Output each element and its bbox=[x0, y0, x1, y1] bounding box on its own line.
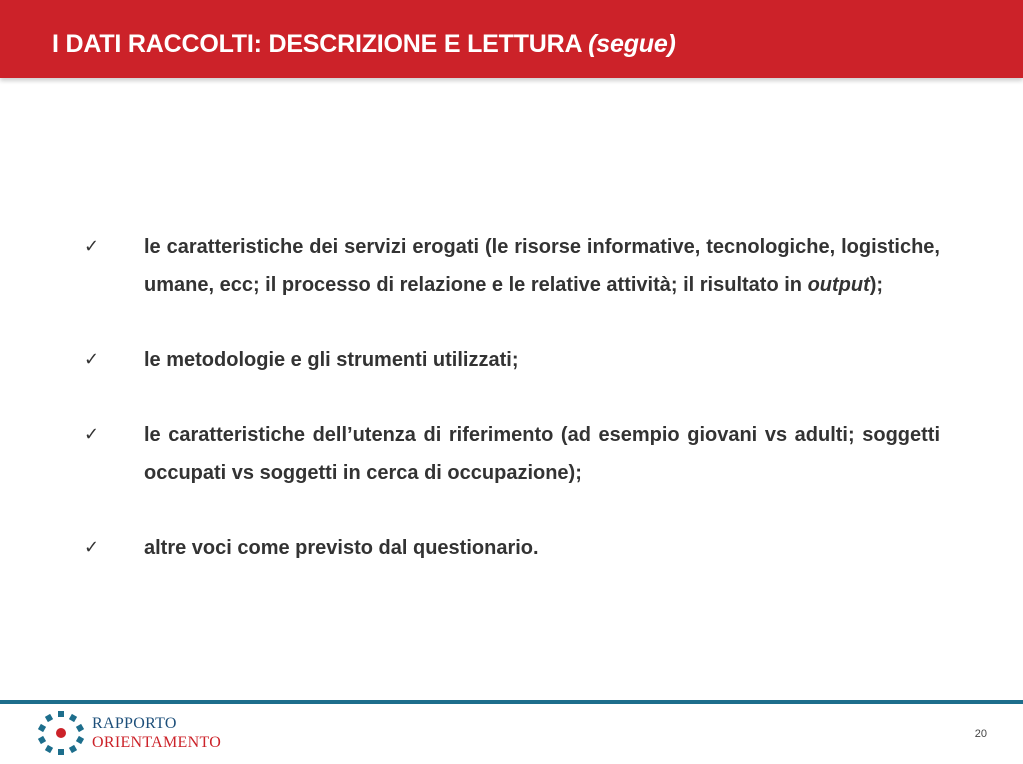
bullet-item bbox=[84, 341, 940, 379]
page-number: 20 bbox=[974, 728, 987, 740]
bullet-text-emphasis: output bbox=[807, 274, 870, 296]
slide-title-main: I DATI RACCOLTI: DESCRIZIONE E LETTURA bbox=[52, 30, 582, 58]
bullet-text-part: le caratteristiche dei servizi erogati (le risorse informative, tecnologiche, logistiche, umane, ecc; il processo di relazione e le relative attività; il risultato in bbox=[144, 236, 940, 296]
bullet-item bbox=[84, 529, 940, 567]
bullet-text-part: ); bbox=[869, 274, 884, 296]
logo-wordmark bbox=[92, 714, 221, 752]
check-icon: ✓ bbox=[84, 349, 100, 370]
bullet-text: le metodologie e gli strumenti utilizzati; bbox=[144, 349, 519, 371]
footer-divider bbox=[0, 700, 1023, 704]
logo-line-2: ORIENTAMENTO bbox=[92, 734, 222, 751]
slide-title-suffix: (segue) bbox=[588, 30, 676, 58]
bullet-list bbox=[84, 228, 940, 604]
bullet-item bbox=[84, 228, 940, 304]
check-icon: ✓ bbox=[84, 537, 100, 558]
check-icon: ✓ bbox=[84, 236, 100, 257]
logo-line-1: RAPPORTO bbox=[92, 715, 177, 732]
bullet-text: altre voci come previsto dal questionario. bbox=[144, 537, 539, 559]
bullet-item bbox=[84, 416, 940, 492]
slide-title bbox=[52, 30, 676, 59]
slide-header bbox=[0, 0, 1023, 78]
bullet-text bbox=[144, 228, 940, 304]
bullet-text: le caratteristiche dell’utenza di riferimento (ad esempio giovani vs adulti; soggetti occupati vs soggetti in cerca di occupazione); bbox=[144, 424, 940, 484]
check-icon: ✓ bbox=[84, 424, 100, 445]
dotted-circle-logo-icon bbox=[36, 708, 86, 758]
